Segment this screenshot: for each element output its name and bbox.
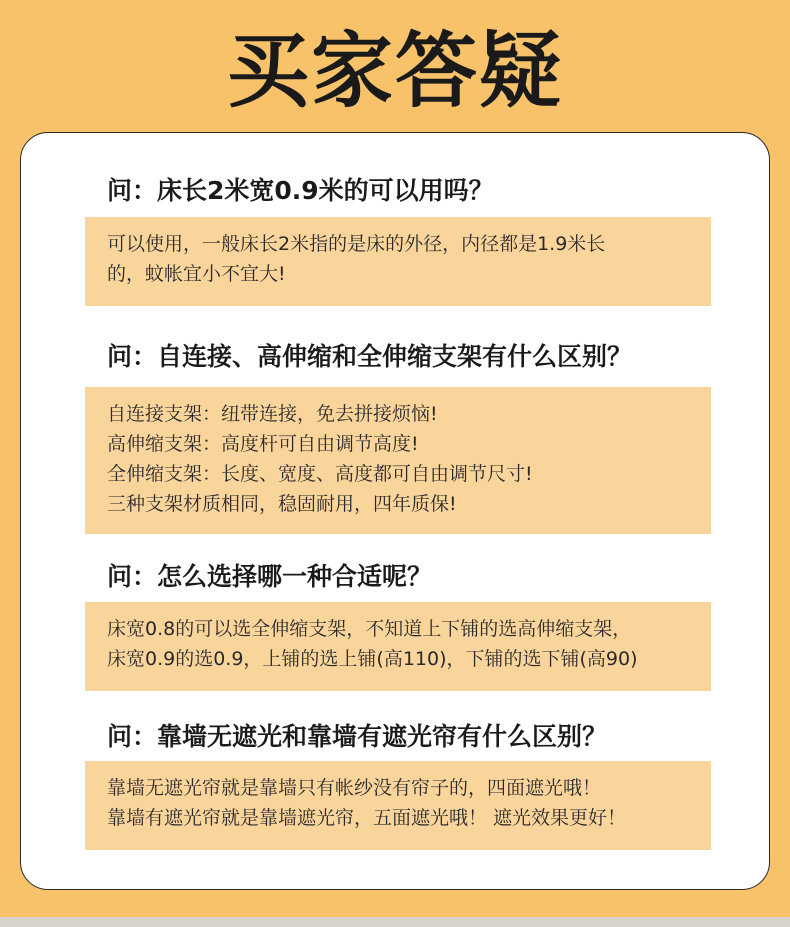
page-title: 买家答疑 xyxy=(226,24,563,119)
answer-box xyxy=(85,217,711,306)
bottom-divider xyxy=(0,917,790,927)
answer-line: 三种支架材质相同，稳固耐用，四年质保! xyxy=(107,493,457,515)
answer-line: 床宽0.8的可以选全伸缩支架，不知道上下铺的选高伸缩支架， xyxy=(107,618,632,640)
answer-line: 床宽0.9的选0.9，上铺的选上铺(高110)，下铺的选下铺(高90) xyxy=(107,648,638,670)
answer-line: 全伸缩支架：长度、宽度、高度都可自由调节尺寸! xyxy=(107,463,533,485)
qa-card xyxy=(20,132,770,890)
question-text: 问：怎么选择哪一种合适呢？ xyxy=(107,562,433,591)
question-text: 问：靠墙无遮光和靠墙有遮光帘有什么区别？ xyxy=(107,722,608,751)
answer-box xyxy=(85,602,711,691)
answer-box xyxy=(85,387,711,534)
answer-line: 可以使用，一般床长2米指的是床的外径，内径都是1.9米长 xyxy=(107,233,606,255)
answer-line: 靠墙有遮光帘就是靠墙遮光帘，五面遮光哦！ 遮光效果更好！ xyxy=(107,807,627,829)
answer-line: 的，蚊帐宜小不宜大! xyxy=(107,263,286,285)
answer-box xyxy=(85,761,711,850)
answer-line: 自连接支架：纽带连接，免去拼接烦恼! xyxy=(107,403,438,425)
answer-line: 靠墙无遮光帘就是靠墙只有帐纱没有帘子的，四面遮光哦！ xyxy=(107,777,602,799)
question-text: 问：床长2米宽0.9米的可以用吗？ xyxy=(107,176,494,205)
answer-line: 高伸缩支架：高度杆可自由调节高度! xyxy=(107,433,419,455)
question-text: 问：自连接、高伸缩和全伸缩支架有什么区别？ xyxy=(107,342,633,371)
